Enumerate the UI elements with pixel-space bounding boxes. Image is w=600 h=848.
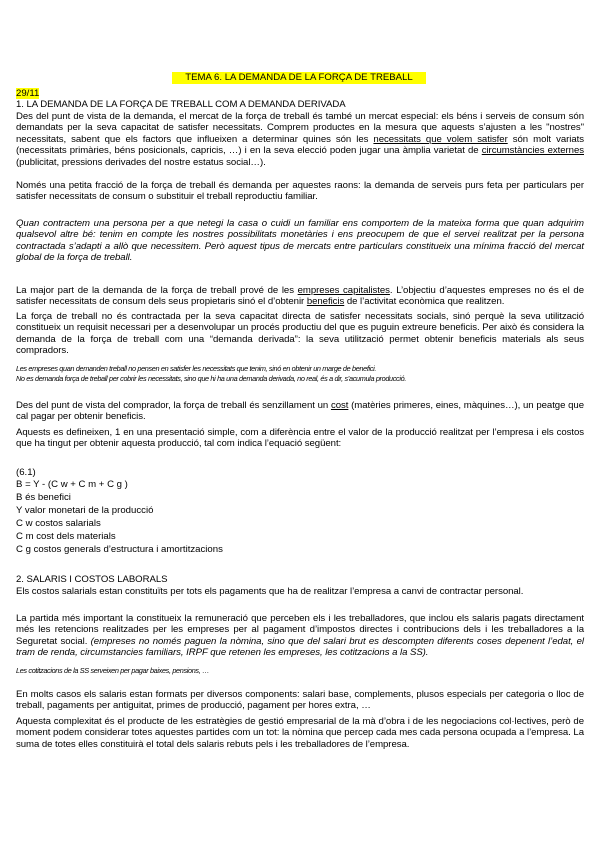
equation-legend-item: C m cost dels materials	[16, 531, 116, 542]
section-1-paragraph-5: La força de treball no és contractada per la seva capacitat directa de satisfer necessitats socials, sinó perquè la seva utilització constitueix un requisit necessari per a desenvolupar un procés productiu del que es puguin extreure beneficis. Per això és considera la demanda de la força de treball com una “demanda derivada”: la seva utilització permet obtenir beneficis materials als seus compradors.	[16, 311, 584, 357]
section-2-paragraph-3: En molts casos els salaris estan formats per diversos components: salari base, complements, plusos especials per categoria o lloc de treball, pagaments per antiguitat, primes de producció, pagament per hores extra, …	[16, 689, 584, 712]
equation-legend-item: C w costos salarials	[16, 518, 101, 529]
section-2-paragraph-4: Aquesta complexitat és el producte de les estratègies de gestió empresarial de la mà d’obra i de les negociacions col·lectives, però de moment podem considerar totes aquestes partides com un tot: la nòmina que percep cada mes cada persona ocupada a l’empresa. La suma de totes elles constituirà el total dels salaris rebuts pels i les treballadores de l’empresa.	[16, 716, 584, 750]
section-2-paragraph-1: Els costos salarials estan constituïts per tots els pagaments que ha de realitzar l’empresa a canvi de contractar personal.	[16, 586, 524, 597]
section-1-heading: 1. LA DEMANDA DE LA FORÇA DE TREBALL COM A DEMANDA DERIVADA	[16, 99, 346, 110]
underlined-term: circumstàncies externes	[481, 145, 584, 157]
section-2-paragraph-2: La partida més important la constitueix la remuneració que perceben els i les treballadores, que inclou els salaris pagats directament més les retencions realitzades per les empreses per al pagament d’impostos directes i contribucions dels i les treballadores a la Seguretat social. (empreses no només paguen la nòmina, sino que del salari brut es descompten diferents coses depenent l’edat, el tram de renda, circumstancies familiars, IRPF que retenen les empreses, les cotitzacions a la SS).	[16, 613, 584, 659]
equation: B = Y - (C w + C m + C g )	[16, 479, 128, 490]
document-title: TEMA 6. LA DEMANDA DE LA FORÇA DE TREBALL	[172, 72, 426, 84]
underlined-term: empreses capitalistes	[297, 285, 390, 296]
margin-note-3: Les cotitzacions de la SS serveixen per pagar baixes, pensions, …	[16, 666, 210, 675]
equation-legend-item: Y valor monetari de la producció	[16, 505, 154, 516]
section-1-paragraph-2: Només una petita fracció de la força de treball és demanda per aquestes raons: la demanda de serveis purs feta per particulars per satisfer necessitats de consum o substituir el treball reproductiu familiar.	[16, 180, 584, 203]
section-2-heading: 2. SALARIS I COSTOS LABORALS	[16, 574, 168, 585]
equation-label: (6.1)	[16, 467, 36, 478]
section-1-paragraph-6: Des del punt de vista del comprador, la força de treball és senzillament un cost (matèries primeres, eines, màquines…), un peatge que cal pagar per obtenir beneficis.	[16, 400, 584, 423]
equation-legend-item: C g costos generals d’estructura i amortitzacions	[16, 544, 223, 555]
lecture-date: 29/11	[16, 88, 40, 99]
section-1-paragraph-4: La major part de la demanda de la força de treball prové de les empreses capitalistes. L’objectiu d’aquestes empreses no és el de satisfer necessitats de consum dels seus propietaris sinó el d’obtenir beneficis de l’activitat econòmica que realitzen.	[16, 285, 585, 308]
section-1-example-italic: Quan contractem una persona per a que netegi la casa o cuidi un familiar ens comportem de la mateixa forma que quan adquirim qualsevol altre bé: tenim en compte les nostres possibilitats monetàries i ens preocupem de que el servei realitzat per la persona contractada s’adapti a allò que necessitem. Però aquest tipus de mercats entre particulars constitueix una mínima fracció del mercat global de la força de treball.	[16, 218, 584, 264]
margin-note-2: No es demanda força de treball per cobrir les necessitats, sino que hi ha una demanda derivada, no real, és a dir, s’acumula producció.	[16, 374, 407, 383]
section-1-paragraph-7: Aquests es defineixen, 1 en una presentació simple, com a diferència entre el valor de la producció realitzat per l’empresa i els costos que ha tingut per obtenir aquesta producció, tal com indica l’equació següent:	[16, 427, 584, 450]
section-1-paragraph-1: Des del punt de vista de la demanda, el mercat de la força de treball és també un mercat especial: els béns i serveis de consum són demandats per la seva capacitat de satisfer necessitats. Comprem productes en la mesura que aquests s’ajusten a les "nostres" necessitats, sabent que els factors que influeixen a determinar quines són les necessitats que volem satisfer són molt variats (necessitats primàries, béns posicionals, capricis, …) i en la seva elecció poden jugar una àmplia varietat de circumstàncies externes (publicitat, pressions derivades del nostre estatus social…).	[16, 111, 584, 168]
underlined-term: necessitats que volem satisfer	[373, 133, 508, 145]
underlined-term: beneficis	[306, 296, 345, 308]
equation-legend-item: B és benefici	[16, 492, 71, 503]
margin-note-1: Les empreses quan demanden treball no pensen en satisfer les necessitats que tenim, sinó en obtenir un marge de benefici.	[16, 364, 377, 373]
underlined-term: cost	[330, 400, 349, 411]
